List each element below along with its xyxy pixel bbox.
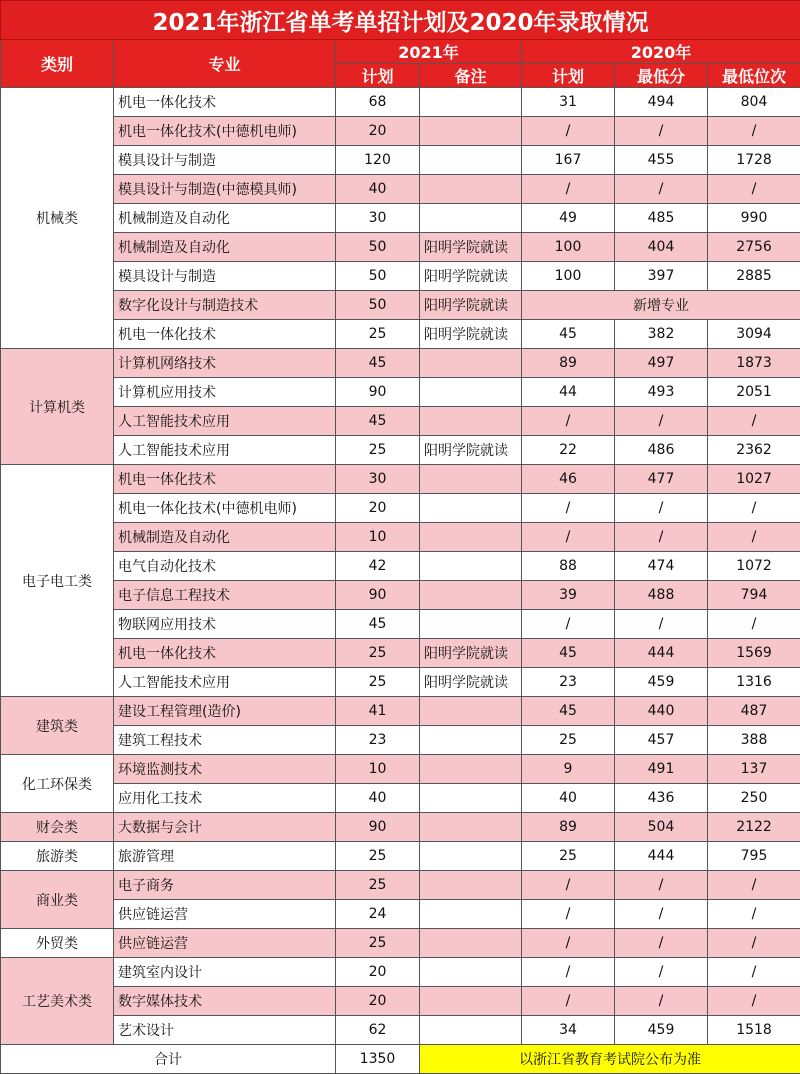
table-row [1,726,800,755]
plan-2020-cell: / [522,958,615,987]
min-rank-cell: / [708,929,800,958]
note-cell: 阳明学院就读 [420,436,522,465]
header-major: 专业 [114,40,336,88]
plan-2021-cell: 10 [336,523,420,552]
plan-2020-cell: / [522,117,615,146]
min-rank-cell: / [708,900,800,929]
table-row [1,1016,800,1045]
min-rank-cell: 990 [708,204,800,233]
plan-2020-cell: 25 [522,842,615,871]
plan-2020-cell: 34 [522,1016,615,1045]
min-rank-cell: / [708,610,800,639]
plan-2021-cell: 30 [336,465,420,494]
plan-2020-cell: 89 [522,349,615,378]
min-score-cell: 497 [615,349,708,378]
min-rank-cell: 388 [708,726,800,755]
total-row [1,1045,800,1074]
min-score-cell: / [615,987,708,1016]
plan-2021-cell: 30 [336,204,420,233]
plan-2020-cell: 49 [522,204,615,233]
note-cell [420,88,522,117]
header-2020: 2020年 [522,40,800,64]
header-min-score: 最低分 [615,64,708,88]
header-2021: 2021年 [336,40,522,64]
major-cell: 机电一体化技术(中德机电师) [114,494,336,523]
table-row [1,552,800,581]
plan-2020-cell: / [522,494,615,523]
plan-2020-cell: / [522,871,615,900]
note-cell [420,465,522,494]
min-score-cell: 494 [615,88,708,117]
min-score-cell: 491 [615,755,708,784]
note-cell: 阳明学院就读 [420,233,522,262]
min-rank-cell: / [708,523,800,552]
min-score-cell: / [615,117,708,146]
note-cell [420,378,522,407]
note-cell: 阳明学院就读 [420,262,522,291]
min-score-cell: 477 [615,465,708,494]
min-score-cell: / [615,929,708,958]
note-cell [420,842,522,871]
table-row [1,465,800,494]
min-rank-cell: 1072 [708,552,800,581]
major-cell: 人工智能技术应用 [114,668,336,697]
header-category: 类别 [1,40,114,88]
min-score-cell: / [615,175,708,204]
min-score-cell: 474 [615,552,708,581]
major-cell: 旅游管理 [114,842,336,871]
note-cell: 阳明学院就读 [420,668,522,697]
min-rank-cell: 250 [708,784,800,813]
min-score-cell: 488 [615,581,708,610]
major-cell: 计算机应用技术 [114,378,336,407]
min-rank-cell: 487 [708,697,800,726]
plan-2020-cell: 22 [522,436,615,465]
min-rank-cell: 2051 [708,378,800,407]
table-row [1,88,800,117]
plan-2020-cell: 89 [522,813,615,842]
total-label: 合计 [1,1045,336,1074]
major-cell: 电气自动化技术 [114,552,336,581]
major-cell: 大数据与会计 [114,813,336,842]
table-row [1,349,800,378]
table-row [1,581,800,610]
table-row [1,668,800,697]
note-cell [420,958,522,987]
major-cell: 模具设计与制造 [114,146,336,175]
plan-2021-cell: 25 [336,639,420,668]
min-score-cell: 440 [615,697,708,726]
major-cell: 模具设计与制造 [114,262,336,291]
note-cell [420,1016,522,1045]
plan-2021-cell: 25 [336,929,420,958]
major-cell: 环境监测技术 [114,755,336,784]
plan-2020-cell: 25 [522,726,615,755]
major-cell: 机械制造及自动化 [114,523,336,552]
table-row [1,900,800,929]
plan-2021-cell: 25 [336,842,420,871]
major-cell: 供应链运营 [114,929,336,958]
min-score-cell: 397 [615,262,708,291]
major-cell: 模具设计与制造(中德模具师) [114,175,336,204]
plan-2020-cell: / [522,900,615,929]
plan-2021-cell: 50 [336,233,420,262]
category-cell: 外贸类 [1,929,114,958]
category-cell: 商业类 [1,871,114,929]
plan-2021-cell: 45 [336,349,420,378]
note-cell [420,784,522,813]
min-rank-cell: 1728 [708,146,800,175]
plan-2021-cell: 24 [336,900,420,929]
note-cell [420,407,522,436]
plan-2020-cell: 9 [522,755,615,784]
min-score-cell: / [615,900,708,929]
table-row [1,813,800,842]
merged-2020-cell: 新增专业 [522,291,800,320]
header-plan-2021: 计划 [336,64,420,88]
min-rank-cell: 1569 [708,639,800,668]
table-row [1,436,800,465]
note-cell [420,929,522,958]
major-cell: 建筑室内设计 [114,958,336,987]
major-cell: 机电一体化技术 [114,465,336,494]
min-rank-cell: 1316 [708,668,800,697]
table-row [1,494,800,523]
header-note-2021: 备注 [420,64,522,88]
min-score-cell: / [615,494,708,523]
table-row [1,958,800,987]
plan-2021-cell: 90 [336,581,420,610]
total-value: 1350 [336,1045,420,1074]
min-rank-cell: 1873 [708,349,800,378]
major-cell: 建设工程管理(造价) [114,697,336,726]
note-cell [420,552,522,581]
note-cell [420,813,522,842]
table-row [1,378,800,407]
min-score-cell: 457 [615,726,708,755]
major-cell: 人工智能技术应用 [114,407,336,436]
major-cell: 数字化设计与制造技术 [114,291,336,320]
plan-2020-cell: / [522,610,615,639]
min-rank-cell: 137 [708,755,800,784]
table-body [1,88,800,1045]
plan-2021-cell: 20 [336,117,420,146]
major-cell: 应用化工技术 [114,784,336,813]
min-rank-cell: 2756 [708,233,800,262]
table-row [1,262,800,291]
min-rank-cell: / [708,871,800,900]
min-score-cell: 455 [615,146,708,175]
major-cell: 机电一体化技术 [114,320,336,349]
plan-2020-cell: 167 [522,146,615,175]
table-row [1,842,800,871]
category-cell: 旅游类 [1,842,114,871]
min-rank-cell: 795 [708,842,800,871]
min-score-cell: 485 [615,204,708,233]
note-cell [420,871,522,900]
plan-2021-cell: 62 [336,1016,420,1045]
plan-2021-cell: 90 [336,813,420,842]
plan-2020-cell: / [522,523,615,552]
table-row [1,755,800,784]
plan-2021-cell: 40 [336,784,420,813]
note-cell: 阳明学院就读 [420,291,522,320]
note-cell [420,610,522,639]
note-cell: 阳明学院就读 [420,639,522,668]
header-min-rank: 最低位次 [708,64,800,88]
min-rank-cell: / [708,987,800,1016]
table-row [1,320,800,349]
min-rank-cell: 1518 [708,1016,800,1045]
major-cell: 供应链运营 [114,900,336,929]
note-cell [420,204,522,233]
plan-2021-cell: 45 [336,610,420,639]
major-cell: 机电一体化技术(中德机电师) [114,117,336,146]
note-cell [420,349,522,378]
category-cell: 化工环保类 [1,755,114,813]
plan-2021-cell: 20 [336,987,420,1016]
min-rank-cell: / [708,175,800,204]
min-rank-cell: / [708,958,800,987]
major-cell: 数字媒体技术 [114,987,336,1016]
min-rank-cell: 2362 [708,436,800,465]
min-score-cell: 444 [615,639,708,668]
plan-2021-cell: 25 [336,871,420,900]
plan-2020-cell: 100 [522,262,615,291]
table-row [1,639,800,668]
category-cell: 电子电工类 [1,465,114,697]
page-title: 2021年浙江省单考单招计划及2020年录取情况 [1,1,800,40]
table-row [1,987,800,1016]
header-plan-2020: 计划 [522,64,615,88]
plan-2021-cell: 50 [336,262,420,291]
note-cell: 阳明学院就读 [420,320,522,349]
note-cell [420,726,522,755]
table-row [1,610,800,639]
plan-2020-cell: 88 [522,552,615,581]
major-cell: 机电一体化技术 [114,88,336,117]
table-row [1,929,800,958]
min-score-cell: 459 [615,668,708,697]
plan-2021-cell: 10 [336,755,420,784]
table-row [1,291,800,320]
category-cell: 计算机类 [1,349,114,465]
min-score-cell: 382 [615,320,708,349]
table-row [1,784,800,813]
major-cell: 电子信息工程技术 [114,581,336,610]
plan-2021-cell: 23 [336,726,420,755]
min-score-cell: / [615,407,708,436]
plan-2020-cell: 45 [522,320,615,349]
footer-note: 以浙江省教育考试院公布为准 [420,1045,800,1074]
min-rank-cell: 2885 [708,262,800,291]
plan-2020-cell: 31 [522,88,615,117]
plan-2021-cell: 41 [336,697,420,726]
note-cell [420,900,522,929]
table-row [1,175,800,204]
table-row [1,697,800,726]
major-cell: 计算机网络技术 [114,349,336,378]
plan-2020-cell: / [522,987,615,1016]
plan-2020-cell: / [522,929,615,958]
note-cell [420,175,522,204]
plan-2021-cell: 68 [336,88,420,117]
note-cell [420,697,522,726]
major-cell: 机电一体化技术 [114,639,336,668]
min-rank-cell: 794 [708,581,800,610]
table-row [1,233,800,262]
plan-2020-cell: 45 [522,639,615,668]
min-rank-cell: / [708,494,800,523]
min-rank-cell: / [708,407,800,436]
plan-2020-cell: 40 [522,784,615,813]
min-score-cell: 404 [615,233,708,262]
min-score-cell: 486 [615,436,708,465]
note-cell [420,581,522,610]
min-score-cell: / [615,610,708,639]
min-score-cell: 444 [615,842,708,871]
category-cell: 机械类 [1,88,114,349]
min-rank-cell: 1027 [708,465,800,494]
plan-2021-cell: 120 [336,146,420,175]
plan-2021-cell: 40 [336,175,420,204]
plan-2021-cell: 20 [336,958,420,987]
plan-2020-cell: 45 [522,697,615,726]
plan-2021-cell: 25 [336,320,420,349]
major-cell: 机械制造及自动化 [114,233,336,262]
note-cell [420,146,522,175]
table-row [1,204,800,233]
min-score-cell: / [615,871,708,900]
note-cell [420,755,522,784]
major-cell: 物联网应用技术 [114,610,336,639]
plan-2020-cell: 100 [522,233,615,262]
plan-2021-cell: 25 [336,436,420,465]
major-cell: 人工智能技术应用 [114,436,336,465]
min-score-cell: 493 [615,378,708,407]
note-cell [420,117,522,146]
table-row [1,523,800,552]
major-cell: 艺术设计 [114,1016,336,1045]
plan-2020-cell: 23 [522,668,615,697]
min-score-cell: / [615,523,708,552]
category-cell: 工艺美术类 [1,958,114,1045]
plan-2021-cell: 45 [336,407,420,436]
plan-2020-cell: / [522,175,615,204]
plan-2021-cell: 50 [336,291,420,320]
note-cell [420,523,522,552]
major-cell: 电子商务 [114,871,336,900]
min-rank-cell: / [708,117,800,146]
plan-2021-cell: 25 [336,668,420,697]
min-score-cell: 459 [615,1016,708,1045]
min-rank-cell: 2122 [708,813,800,842]
min-rank-cell: 804 [708,88,800,117]
table-row [1,117,800,146]
major-cell: 机械制造及自动化 [114,204,336,233]
table-row [1,871,800,900]
plan-2021-cell: 90 [336,378,420,407]
min-score-cell: 504 [615,813,708,842]
category-cell: 财会类 [1,813,114,842]
plan-2020-cell: 44 [522,378,615,407]
table-row [1,146,800,175]
plan-2021-cell: 42 [336,552,420,581]
plan-2020-cell: / [522,407,615,436]
plan-2020-cell: 39 [522,581,615,610]
min-score-cell: 436 [615,784,708,813]
major-cell: 建筑工程技术 [114,726,336,755]
note-cell [420,494,522,523]
min-score-cell: / [615,958,708,987]
note-cell [420,987,522,1016]
table-row [1,407,800,436]
min-rank-cell: 3094 [708,320,800,349]
plan-2020-cell: 46 [522,465,615,494]
category-cell: 建筑类 [1,697,114,755]
plan-2021-cell: 20 [336,494,420,523]
